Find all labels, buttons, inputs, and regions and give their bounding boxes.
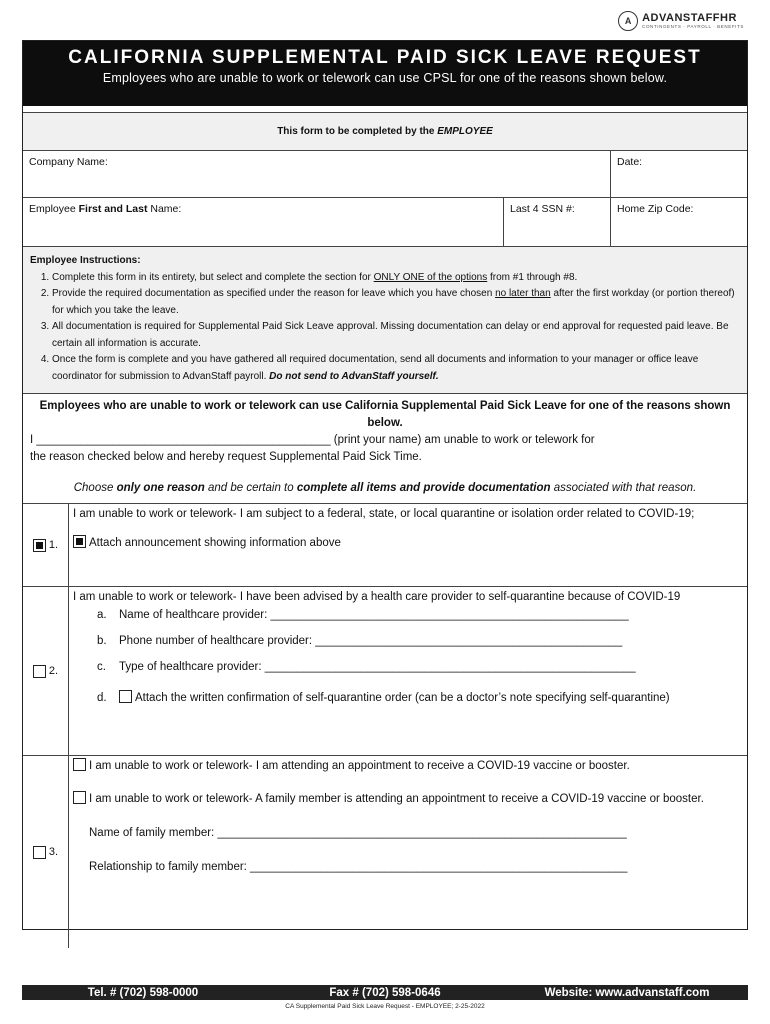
item-label: b. <box>97 635 107 647</box>
option-1-row <box>23 503 747 586</box>
option-2-item-c[interactable] <box>73 659 743 676</box>
logo-tagline: CONTINGENTS · PAYROLL · BENEFITS <box>642 23 744 29</box>
option-1-number-cell <box>23 504 69 586</box>
option-1-number: 1. <box>48 539 59 551</box>
intro-statement-line2: the reason checked below and hereby request Supplemental Paid Sick Time. <box>30 451 422 463</box>
employee-name-bold: First and Last <box>78 203 148 215</box>
item-label: a. <box>97 609 107 621</box>
ssn-field[interactable] <box>503 198 610 246</box>
instruction-item <box>52 286 740 319</box>
option-3-number-cell <box>23 756 69 948</box>
instructions-heading: Employee Instructions: <box>30 255 141 266</box>
instruction-text: after the first workday (or portion thereof) for which you take the leave. <box>52 288 735 316</box>
ssn-label: Last 4 SSN #: <box>510 203 575 215</box>
instruction-text: Once the form is complete and you have gathered all required documentation, send all documents and information to your manager or office leave coordinator for submission to AdvanStaff payroll. <box>52 354 699 382</box>
option-3b-text: I am unable to work or telework- A family member is attending an appointment to receive a COVID-19 vaccine or booster. <box>89 793 704 805</box>
intro-statement-line1: I ______________________________________________ (print your name) am unable to work or telework for <box>30 434 595 446</box>
option-2-body <box>69 587 747 755</box>
zip-label: Home Zip Code: <box>617 203 694 215</box>
instruction-text: Provide the required documentation as specified under the reason for leave which you have chosen <box>52 288 496 299</box>
footer-tel: Tel. # (702) 598-0000 <box>87 986 199 999</box>
instruction-item <box>52 319 740 352</box>
option-1-body <box>69 504 747 586</box>
employee-name-prefix: Employee <box>29 203 79 215</box>
company-row <box>23 151 747 198</box>
instructions-list <box>30 270 740 386</box>
intro-section <box>23 394 747 503</box>
family-relationship-field[interactable]: Relationship to family member: ___________________________________________________________ <box>89 861 628 873</box>
option-1-attach-checkbox[interactable] <box>73 535 86 548</box>
option-3-line-a <box>73 758 743 775</box>
company-logo <box>618 11 744 31</box>
option-2-checkbox[interactable] <box>33 665 46 678</box>
date-label: Date: <box>617 156 643 168</box>
option-3-number: 3. <box>48 846 59 858</box>
logo-mark-icon: A <box>618 11 638 31</box>
option-1-attach-text: Attach announcement showing information above <box>89 537 341 549</box>
choose-emphasis: complete all items and provide documentation <box>296 482 551 494</box>
choose-text: associated with that reason. <box>550 482 697 494</box>
item-label: c. <box>97 661 106 673</box>
date-field[interactable] <box>610 151 747 197</box>
company-name-field[interactable] <box>23 151 610 197</box>
form-version: CA Supplemental Paid Sick Leave Request - EMPLOYEE; 2-25-2022 <box>285 1003 485 1010</box>
choose-text: and be certain to <box>204 482 297 494</box>
banner-emphasis: EMPLOYEE <box>437 126 493 137</box>
option-2-item-a[interactable] <box>73 607 743 624</box>
instruction-warning: Do not send to AdvanStaff yourself. <box>269 370 439 382</box>
choose-instruction <box>30 480 740 497</box>
option-3-checkbox[interactable] <box>33 846 46 859</box>
form-header <box>23 41 747 106</box>
employee-name-field[interactable] <box>23 198 503 246</box>
item-text: Attach the written confirmation of self-quarantine order (can be a doctor’s note specifying self-quarantine) <box>135 692 670 704</box>
logo-name: ADVANSTAFFHR <box>642 11 737 24</box>
instructions-section <box>23 247 747 394</box>
item-text: Type of healthcare provider: __________________________________________________________ <box>119 661 636 673</box>
form-frame <box>22 40 748 930</box>
footer-bar <box>22 985 748 1000</box>
footer-fax: Fax # (702) 598-0646 <box>329 986 441 999</box>
item-text: Name of healthcare provider: ________________________________________________________ <box>119 609 629 621</box>
choose-emphasis: only one reason <box>116 482 205 494</box>
option-1-checkbox[interactable] <box>33 539 46 552</box>
employee-name-suffix: Name: <box>147 203 182 215</box>
option-3a-checkbox[interactable] <box>73 758 86 771</box>
choose-text: Choose <box>73 482 117 494</box>
item-text: Phone number of healthcare provider: ________________________________________________ <box>119 635 623 647</box>
option-2-text: I am unable to work or telework- I have been advised by a health care provider to self-quarantine because of COVID-19 <box>73 591 681 603</box>
option-2-item-b[interactable] <box>73 633 743 650</box>
option-2-number-cell <box>23 587 69 755</box>
instruction-text: Complete this form in its entirety, but select and complete the section for <box>52 271 374 283</box>
instruction-emphasis: ONLY ONE of the options <box>373 271 488 283</box>
instruction-text: from #1 through #8. <box>487 271 578 283</box>
option-2-item-d <box>73 685 743 711</box>
instruction-emphasis: no later than <box>495 288 551 299</box>
company-name-label: Company Name: <box>29 156 108 168</box>
zip-field[interactable] <box>610 198 747 246</box>
family-member-name-field[interactable]: Name of family member: ________________________________________________________________ <box>89 827 627 839</box>
employee-banner <box>23 112 747 151</box>
option-2-number: 2. <box>48 665 59 677</box>
option-3a-text: I am unable to work or telework- I am attending an appointment to receive a COVID-19 vaccine or booster. <box>89 760 630 772</box>
form-subtitle: Employees who are unable to work or telework can use CPSL for one of the reasons shown below. <box>102 71 668 85</box>
instruction-item <box>52 352 740 385</box>
instruction-text: All documentation is required for Supplemental Paid Sick Leave approval. Missing documentation can delay or end approval for requested paid leave. Be certain all information is accurate. <box>52 321 729 349</box>
option-3-body <box>69 756 747 948</box>
option-3-row <box>23 755 747 948</box>
form-title: CALIFORNIA SUPPLEMENTAL PAID SICK LEAVE REQUEST <box>68 47 702 68</box>
option-1-text: I am unable to work or telework- I am subject to a federal, state, or local quarantine or isolation order related to COVID-19; <box>73 508 695 520</box>
option-3-line-b <box>73 791 743 808</box>
option-2-attach-checkbox[interactable] <box>119 690 132 703</box>
instruction-item <box>52 270 740 287</box>
footer-website[interactable]: Website: www.advanstaff.com <box>544 986 710 999</box>
option-1-attach-line <box>73 535 743 552</box>
employee-row <box>23 198 747 247</box>
item-label: d. <box>97 692 107 704</box>
banner-prefix: This form to be completed by the <box>277 126 438 137</box>
option-3b-checkbox[interactable] <box>73 791 86 804</box>
option-2-row <box>23 586 747 755</box>
intro-heading: Employees who are unable to work or telework can use California Supplemental Paid Sick Leave for one of the reasons shown below. <box>39 400 731 429</box>
